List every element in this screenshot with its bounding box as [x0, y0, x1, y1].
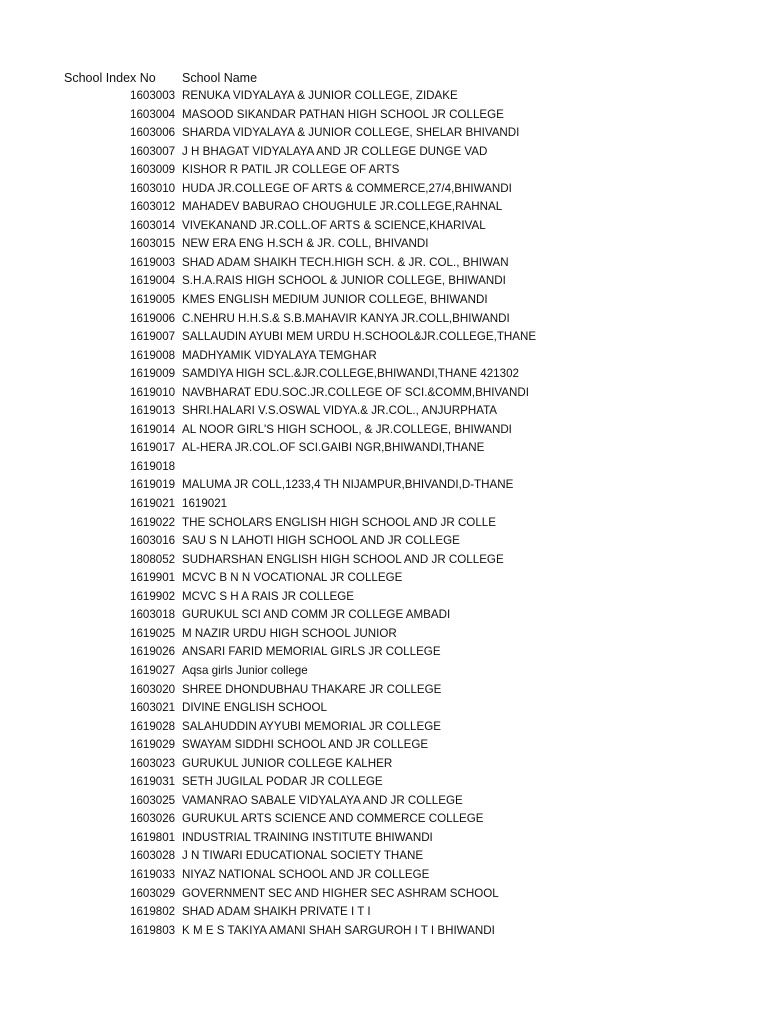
school-name: M NAZIR URDU HIGH SCHOOL JUNIOR	[182, 626, 397, 640]
school-name: MALUMA JR COLL,1233,4 TH NIJAMPUR,BHIVANDI,D-THANE	[182, 478, 514, 492]
table-row	[130, 643, 750, 662]
table-row	[130, 625, 750, 644]
school-name: GOVERNMENT SEC AND HIGHER SEC ASHRAM SCHOOL	[182, 886, 499, 900]
school-index-no: 1619010	[130, 385, 176, 399]
school-index-no: 1603016	[130, 534, 176, 548]
table-row	[130, 310, 750, 329]
school-index-no: 1619007	[130, 330, 176, 344]
school-name: KMES ENGLISH MEDIUM JUNIOR COLLEGE, BHIWANDI	[182, 293, 488, 307]
school-index-no: 1619031	[130, 775, 176, 789]
school-name: SHRI.HALARI V.S.OSWAL VIDYA.& JR.COL., ANJURPHATA	[182, 404, 498, 418]
table-row	[130, 514, 750, 533]
table-row	[130, 495, 750, 514]
school-index-no: 1619033	[130, 867, 176, 881]
table-row	[130, 476, 750, 495]
school-index-no: 1603025	[130, 793, 176, 807]
school-index-no: 1619009	[130, 367, 176, 381]
school-index-no: 1619027	[130, 663, 176, 677]
school-name: GURUKUL ARTS SCIENCE AND COMMERCE COLLEGE	[182, 812, 484, 826]
school-index-no: 1603018	[130, 608, 176, 622]
table-row	[130, 532, 750, 551]
table-row	[130, 866, 750, 885]
school-index-no: 1619013	[130, 404, 176, 418]
school-name: MASOOD SIKANDAR PATHAN HIGH SCHOOL JR COLLEGE	[182, 107, 504, 121]
school-index-no: 1619017	[130, 441, 176, 455]
school-index-no: 1603021	[130, 701, 176, 715]
school-index-no: 1603012	[130, 200, 176, 214]
school-name: C.NEHRU H.H.S.& S.B.MAHAVIR KANYA JR.COLL,BHIWANDI	[182, 311, 510, 325]
school-index-no: 1603004	[130, 107, 176, 121]
school-index-no: 1619018	[130, 459, 176, 473]
table-row	[130, 106, 750, 125]
school-index-no: 1603007	[130, 144, 176, 158]
school-index-no: 1603020	[130, 682, 176, 696]
school-name: SHREE DHONDUBHAU THAKARE JR COLLEGE	[182, 682, 442, 696]
school-index-no: 1619025	[130, 626, 176, 640]
school-index-no: 1808052	[130, 552, 176, 566]
school-name: THE SCHOLARS ENGLISH HIGH SCHOOL AND JR COLLE	[182, 515, 496, 529]
school-index-no: 1603009	[130, 163, 176, 177]
school-index-no: 1619901	[130, 571, 176, 585]
school-index-no: 1603003	[130, 89, 176, 102]
school-index-no: 1619005	[130, 293, 176, 307]
column-header-school-index-no: School Index No	[64, 71, 156, 85]
school-index-no: 1619019	[130, 478, 176, 492]
table-row	[130, 124, 750, 143]
school-index-no: 1619014	[130, 422, 176, 436]
school-name: J N TIWARI EDUCATIONAL SOCIETY THANE	[182, 849, 424, 863]
table-row	[130, 569, 750, 588]
table-row	[130, 87, 750, 106]
school-index-no: 1619803	[130, 923, 176, 937]
school-name: KISHOR R PATIL JR COLLEGE OF ARTS	[182, 163, 400, 177]
school-name: ANSARI FARID MEMORIAL GIRLS JR COLLEGE	[182, 645, 441, 659]
school-name: DIVINE ENGLISH SCHOOL	[182, 701, 327, 715]
school-name: MADHYAMIK VIDYALAYA TEMGHAR	[182, 348, 377, 362]
table-row	[130, 291, 750, 310]
school-name: SETH JUGILAL PODAR JR COLLEGE	[182, 775, 383, 789]
school-name: MCVC B N N VOCATIONAL JR COLLEGE	[182, 571, 403, 585]
school-index-no: 1603015	[130, 237, 176, 251]
table-row	[130, 792, 750, 811]
school-name: SHARDA VIDYALAYA & JUNIOR COLLEGE, SHELAR BHIVANDI	[182, 126, 520, 140]
school-index-no: 1603023	[130, 756, 176, 770]
school-index-no: 1619026	[130, 645, 176, 659]
table-row	[130, 588, 750, 607]
school-name: AL-HERA JR.COL.OF SCI.GAIBI NGR,BHIWANDI,THANE	[182, 441, 485, 455]
table-row	[130, 606, 750, 625]
school-name: SAMDIYA HIGH SCL.&JR.COLLEGE,BHIWANDI,THANE 421302	[182, 367, 519, 381]
table-row	[130, 328, 750, 347]
school-index-no: 1603028	[130, 849, 176, 863]
school-index-no: 1603010	[130, 181, 176, 195]
school-name: GURUKUL JUNIOR COLLEGE KALHER	[182, 756, 393, 770]
school-index-no: 1619029	[130, 738, 176, 752]
table-row	[130, 254, 750, 273]
table-row	[130, 180, 750, 199]
school-name: 1619021	[182, 497, 228, 511]
table-row	[130, 384, 750, 403]
table-row	[130, 161, 750, 180]
table-row	[130, 847, 750, 866]
table-row	[130, 829, 750, 848]
school-index-no: 1603029	[130, 886, 176, 900]
school-list	[130, 87, 750, 940]
table-row	[130, 810, 750, 829]
table-row	[130, 198, 750, 217]
table-row	[130, 718, 750, 737]
school-name: INDUSTRIAL TRAINING INSTITUTE BHIWANDI	[182, 830, 433, 844]
column-header-school-name: School Name	[182, 71, 258, 85]
school-index-no: 1619801	[130, 830, 176, 844]
school-name: NAVBHARAT EDU.SOC.JR.COLLEGE OF SCI.&COMM,BHIVANDI	[182, 385, 530, 399]
table-row	[130, 736, 750, 755]
table-row	[130, 662, 750, 681]
table-row	[130, 143, 750, 162]
school-name: MCVC S H A RAIS JR COLLEGE	[182, 589, 355, 603]
school-name: SHAD ADAM SHAIKH TECH.HIGH SCH. & JR. COL., BHIWAN	[182, 255, 509, 269]
table-row	[130, 439, 750, 458]
school-name: MAHADEV BABURAO CHOUGHULE JR.COLLEGE,RAHNAL	[182, 200, 503, 214]
school-name: NIYAZ NATIONAL SCHOOL AND JR COLLEGE	[182, 867, 430, 881]
school-index-no: 1619802	[130, 905, 176, 919]
school-index-no: 1619022	[130, 515, 176, 529]
school-name: K M E S TAKIYA AMANI SHAH SARGUROH I T I BHIWANDI	[182, 923, 495, 937]
school-name: RENUKA VIDYALAYA & JUNIOR COLLEGE, ZIDAKE	[182, 89, 458, 102]
table-row	[130, 551, 750, 570]
school-index-no: 1603014	[130, 218, 176, 232]
school-name: SALAHUDDIN AYYUBI MEMORIAL JR COLLEGE	[182, 719, 441, 733]
table-row	[130, 235, 750, 254]
school-name: VIVEKANAND JR.COLL.OF ARTS & SCIENCE,KHARIVAL	[182, 218, 486, 232]
school-index-no: 1603006	[130, 126, 176, 140]
table-row	[130, 773, 750, 792]
table-row	[130, 885, 750, 904]
school-index-no: 1619004	[130, 274, 176, 288]
school-index-no: 1619003	[130, 255, 176, 269]
table-row	[130, 365, 750, 384]
table-row	[130, 402, 750, 421]
school-name: J H BHAGAT VIDYALAYA AND JR COLLEGE DUNGE VAD	[182, 144, 488, 158]
school-index-no: 1619028	[130, 719, 176, 733]
school-name: VAMANRAO SABALE VIDYALAYA AND JR COLLEGE	[182, 793, 463, 807]
school-index-no: 1603026	[130, 812, 176, 826]
table-row	[130, 681, 750, 700]
table-row	[130, 699, 750, 718]
school-name: NEW ERA ENG H.SCH & JR. COLL, BHIVANDI	[182, 237, 429, 251]
table-row	[130, 903, 750, 922]
school-index-no: 1619006	[130, 311, 176, 325]
table-row	[130, 217, 750, 236]
table-row	[130, 755, 750, 774]
school-name: Aqsa girls Junior college	[182, 663, 308, 677]
school-index-no: 1619902	[130, 589, 176, 603]
school-name: AL NOOR GIRL'S HIGH SCHOOL, & JR.COLLEGE, BHIWANDI	[182, 422, 512, 436]
school-name: S.H.A.RAIS HIGH SCHOOL & JUNIOR COLLEGE, BHIWANDI	[182, 274, 506, 288]
school-name: SAU S N LAHOTI HIGH SCHOOL AND JR COLLEGE	[182, 534, 460, 548]
school-name: HUDA JR.COLLEGE OF ARTS & COMMERCE,27/4,BHIWANDI	[182, 181, 512, 195]
table-row	[130, 272, 750, 291]
table-row	[130, 922, 750, 941]
school-name: SALLAUDIN AYUBI MEM URDU H.SCHOOL&JR.COLLEGE,THANE	[182, 330, 537, 344]
school-index-no: 1619021	[130, 497, 176, 511]
table-row	[130, 458, 750, 477]
school-name: SUDHARSHAN ENGLISH HIGH SCHOOL AND JR COLLEGE	[182, 552, 504, 566]
school-name: SWAYAM SIDDHI SCHOOL AND JR COLLEGE	[182, 738, 429, 752]
school-index-no: 1619008	[130, 348, 176, 362]
table-row	[130, 421, 750, 440]
school-name: SHAD ADAM SHAIKH PRIVATE I T I	[182, 905, 371, 919]
table-row	[130, 347, 750, 366]
school-name: GURUKUL SCI AND COMM JR COLLEGE AMBADI	[182, 608, 451, 622]
